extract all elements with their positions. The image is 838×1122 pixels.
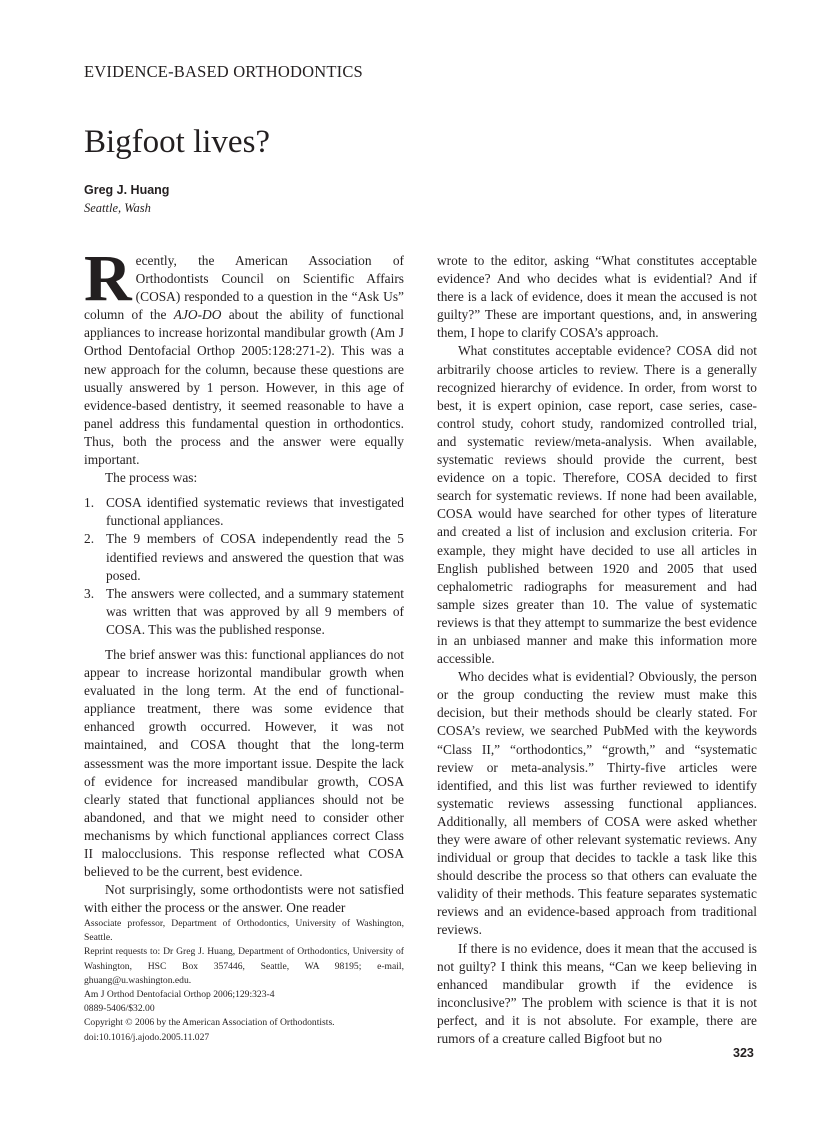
right-column [437, 252, 757, 1048]
footnote-issn: 0889-5406/$32.00 [84, 1003, 155, 1015]
author-affiliation: Seattle, Wash [84, 201, 151, 215]
list-item: 3. The answers were collected, and a summary statement was written that was approved by all 9 members of COSA. This was the published response. [84, 585, 404, 637]
no-evidence-paragraph: If there is no evidence, does it mean that the accused is not guilty? I think this means, “Can we keep believing in enhanced mandibular growth if the evidence is inconclusive?” The problem with science is that it is not perfect, and it is not absolute. For example, there are rumors of a creature called Bigfoot but no [437, 940, 757, 1047]
footnote-copyright: Copyright © 2006 by the American Association of Orthodontists. [84, 1017, 335, 1029]
list-item: 2. The 9 members of COSA independently read the 5 identified reviews and answered the question that was posed. [84, 531, 404, 583]
reader-paragraph: Not surprisingly, some orthodontists were not satisfied with either the process or the answer. One reader [84, 882, 404, 916]
footnote-position: Associate professor, Department of Orthodontics, University of Washington, Seattle. [84, 918, 404, 944]
footnotes [84, 917, 404, 1045]
footnote-reprint: Reprint requests to: Dr Greg J. Huang, Department of Orthodontics, University of Washington, HSC Box 357446, Seattle, WA 98195; e-mail, ghuang@u.washington.edu. [84, 946, 404, 986]
drop-cap: R [84, 242, 132, 315]
section-heading: EVIDENCE-BASED ORTHODONTICS [84, 62, 363, 81]
journal-name: AJO-DO [173, 307, 222, 323]
page-number: 323 [733, 1046, 754, 1060]
left-column [84, 242, 404, 917]
process-list [84, 494, 404, 639]
article-title: Bigfoot lives? [84, 124, 271, 160]
who-decides-paragraph: Who decides what is evidential? Obviously, the person or the group conducting the review must make this decision, but their methods should be clearly stated. For COSA’s review, we searched PubMed with the keywords “Class II,” “orthodontics,” “growth,” and “systematic review or meta-analysis.” Thirty-five articles were identified, and this list was further reviewed to identify systematic reviews assessing functional appliances. Additionally, all members of COSA were asked whether they were aware of other relevant systematic reviews. Any individual or group that decides to tackle a task like this should describe the process so that others can evaluate the validity of their methods. This feature separates systematic reviews and an evidence-based approach from traditional reviews. [437, 669, 757, 938]
footnote-citation: Am J Orthod Dentofacial Orthop 2006;129:323-4 [84, 989, 275, 1001]
acceptable-evidence-paragraph: What constitutes acceptable evidence? COSA did not arbitrarily choose articles to review. There is a generally recognized hierarchy of evidence. In order, from worst to best, it is expert opinion, case report, case series, case-control study, cohort study, randomized controlled trial, and systematic review/meta-analysis. When available, systematic reviews should provide the current, best evidence on a topic. Therefore, COSA decided to first search for systematic reviews. If none had been available, COSA would have searched for other types of literature and created a list of inclusion and exclusion criteria. For example, they might have decided to use all articles in English published between 1920 and 2005 that used cephalometric radiographs for measurement and had sample sizes greater than 10. The value of systematic reviews is that they attempt to summarize the best evidence in an unbiased manner and make this information more accessible. [437, 343, 757, 667]
list-item: 1. COSA identified systematic reviews that investigated functional appliances. [84, 495, 404, 529]
author-name: Greg J. Huang [84, 183, 170, 197]
brief-answer-paragraph: The brief answer was this: functional appliances do not appear to increase horizontal mandibular growth when evaluated in the long term. At the end of functional-appliance treatment, there was some evidence that enhanced growth occurred. However, it was not maintained, and COSA thought that the long-term assessment was the more important issue. Despite the lack of evidence for increased mandibular growth, COSA clearly stated that functional appliances should not be abandoned, and that we might need to consider other mechanisms by which functional appliances correct Class II malocclusions. This response reflected what COSA believed to be the current, best evidence. [84, 646, 404, 880]
process-intro: The process was: [105, 470, 198, 486]
intro-paragraph: Recently, the American Association of Orthodontists Council on Scientific Affairs (COSA) responded to a question in the “Ask Us” column of the AJO-DO about the ability of functional appliances to increase horizontal mandibular growth (Am J Orthod Dentofacial Orthop 2005:128:271-2). This was a new approach for the column, because these questions are usually answered by 1 person. However, in this age of evidence-based dentistry, it seemed reasonable to have a panel address this fundamental question in orthodontics. Thus, both the process and the answer were equally important. [84, 242, 404, 468]
footnote-doi: doi:10.1016/j.ajodo.2005.11.027 [84, 1031, 210, 1043]
editor-letter-paragraph: wrote to the editor, asking “What constitutes acceptable evidence? And who decides what is evidential? And if there is a lack of evidence, does it mean the accused is not guilty?” These are important questions, and, in answering them, I hope to clarify COSA’s approach. [437, 253, 757, 341]
